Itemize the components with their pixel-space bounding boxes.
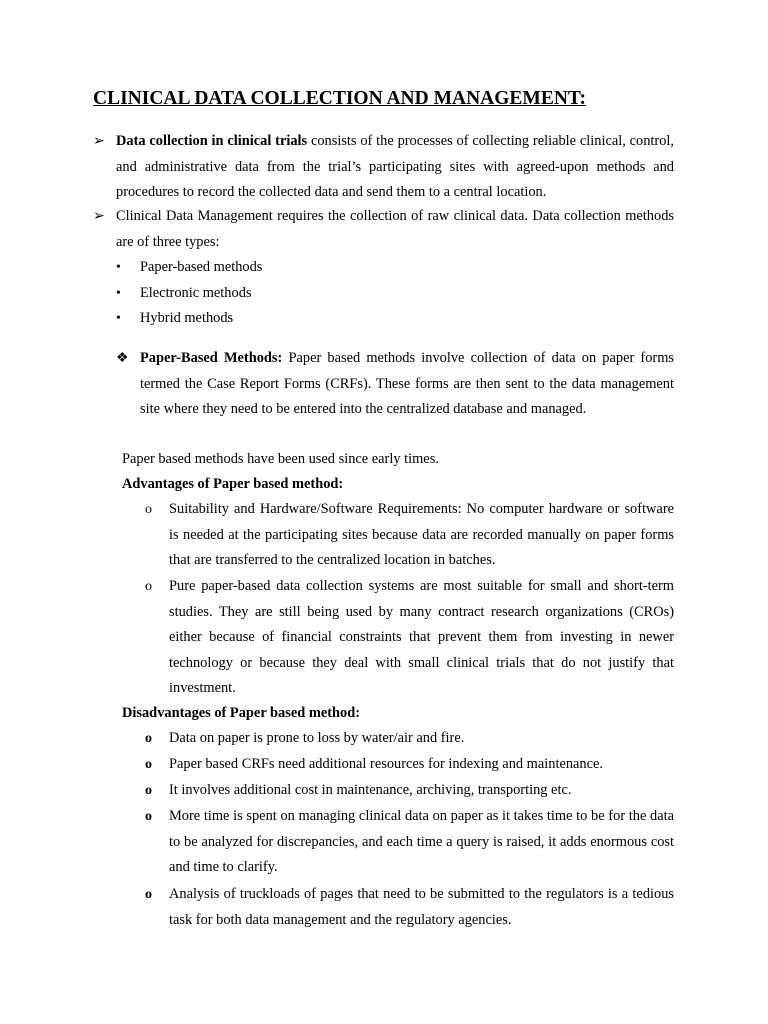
disadvantage-item: Data on paper is prone to loss by water/air and fire. [169, 730, 465, 746]
diamond-bullet-icon: ❖ [116, 351, 129, 366]
early-times-text: Paper based methods have been used since early times. [122, 451, 439, 467]
page-title: CLINICAL DATA COLLECTION AND MANAGEMENT: [93, 88, 586, 109]
intro-paragraph-1 [116, 129, 674, 206]
disadvantage-item: More time is spent on managing clinical data on paper as it takes time to be for the data to be analyzed for discrepancies, and each time a query is raised, it adds enormous cost and time to clarify. [169, 808, 674, 875]
dot-bullet-icon: • [116, 260, 121, 275]
circle-bullet-icon: o [145, 579, 152, 594]
intro-1-text: consists of the processes of collecting reliable clinical, control, and administrative data from the trial’s participating sites with agreed-upon methods and procedures to record the collected data and send them to a central location. [116, 133, 674, 200]
circle-bullet-icon: o [145, 502, 152, 517]
method-type-item: Electronic methods [140, 285, 252, 301]
disadvantages-heading: Disadvantages of Paper based method: [122, 705, 360, 721]
arrow-bullet-icon: ➢ [93, 134, 105, 149]
method-type-item: Paper-based methods [140, 259, 263, 275]
intro-1-bold: Data collection in clinical trials [116, 133, 308, 149]
intro-paragraph-2 [116, 204, 674, 255]
disadvantage-item: Analysis of truckloads of pages that need to be submitted to the regulators is a tedious task for both data management and the regulatory agencies. [169, 886, 674, 928]
disadvantage-item: It involves additional cost in maintenance, archiving, transporting etc. [169, 782, 572, 798]
advantages-heading: Advantages of Paper based method: [122, 476, 344, 492]
advantage-item: Pure paper-based data collection systems are most suitable for small and short-term studies. They are still being used by many contract research organizations (CROs) either because of financial constraints that prevent them from investing in newer technology or because they deal with small clinical trials that do not justify that investment. [169, 578, 674, 696]
method-type-item: Hybrid methods [140, 310, 234, 326]
advantage-item: Suitability and Hardware/Software Requirements: No computer hardware or software is needed at the participating sites because data are recorded manually on paper forms that are transferred to the centralized location in batches. [169, 501, 674, 568]
disadvantage-item: Paper based CRFs need additional resources for indexing and maintenance. [169, 756, 603, 772]
circle-bullet-icon: o [145, 731, 152, 746]
circle-bullet-icon: o [145, 887, 152, 902]
paper-based-paragraph [140, 346, 674, 423]
arrow-bullet-icon: ➢ [93, 209, 105, 224]
intro-2-text: Clinical Data Management requires the collection of raw clinical data. Data collection methods are of three types: [116, 208, 674, 250]
dot-bullet-icon: • [116, 311, 121, 326]
paper-based-bold: Paper-Based Methods: [140, 350, 283, 366]
paper-based-text: Paper based methods involve collection of data on paper forms termed the Case Report Forms (CRFs). These forms are then sent to the data management site where they need to be entered into the centralized database and managed. [140, 350, 674, 417]
circle-bullet-icon: o [145, 809, 152, 824]
circle-bullet-icon: o [145, 757, 152, 772]
circle-bullet-icon: o [145, 783, 152, 798]
dot-bullet-icon: • [116, 286, 121, 301]
